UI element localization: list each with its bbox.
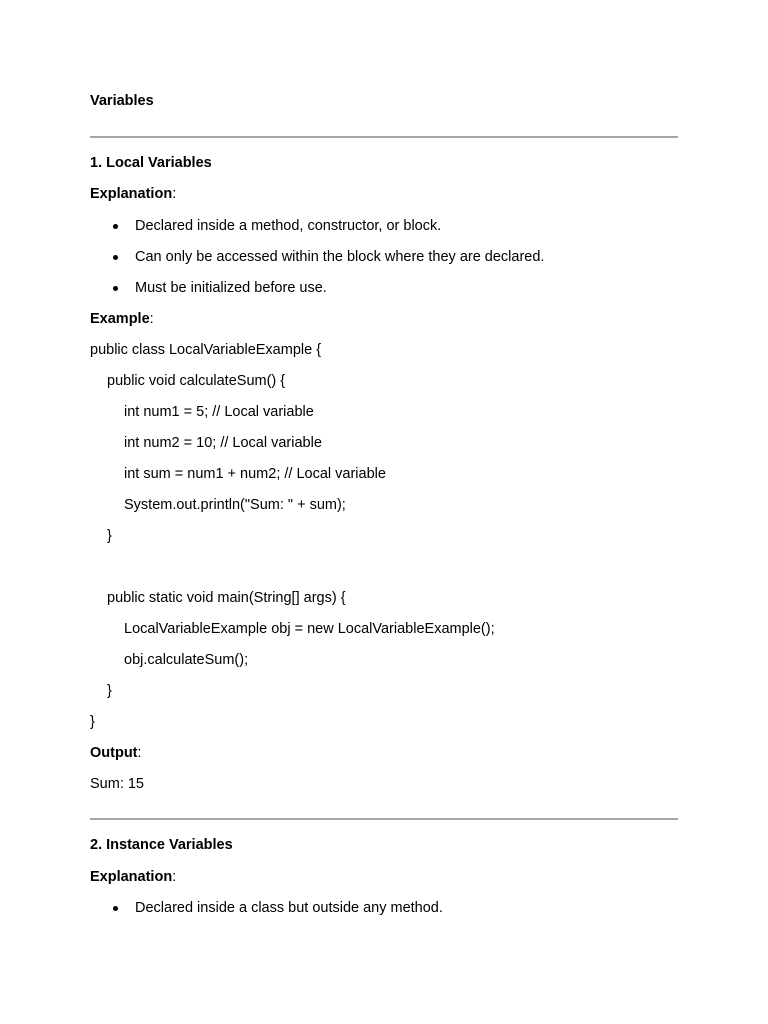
label-colon: : xyxy=(149,311,154,327)
explanation-label-text: Explanation xyxy=(90,869,173,885)
section-heading-local-variables: 1. Local Variables xyxy=(90,155,212,171)
section-heading-instance-variables: 2. Instance Variables xyxy=(90,837,233,853)
output-label-text: Output xyxy=(90,745,138,761)
horizontal-rule xyxy=(90,136,678,138)
list-item-text: Can only be accessed within the block where they are declared. xyxy=(135,249,545,265)
code-line: } xyxy=(90,714,95,730)
code-line: obj.calculateSum(); xyxy=(124,652,249,668)
code-line: } xyxy=(107,528,112,544)
code-line: int num1 = 5; // Local variable xyxy=(124,404,314,420)
bullet-icon xyxy=(113,255,118,260)
bullet-icon xyxy=(113,286,118,291)
example-label xyxy=(90,310,154,328)
code-line: System.out.println("Sum: " + sum); xyxy=(124,497,346,513)
explanation-label xyxy=(90,868,176,886)
list-item-text: Must be initialized before use. xyxy=(135,280,327,296)
list-item-text: Declared inside a class but outside any method. xyxy=(135,900,443,916)
label-colon: : xyxy=(172,869,177,885)
code-line: int sum = num1 + num2; // Local variable xyxy=(124,466,386,482)
bullet-icon xyxy=(113,224,118,229)
list-item-text: Declared inside a method, constructor, or block. xyxy=(135,218,442,234)
document-title: Variables xyxy=(90,93,154,109)
bullet-icon xyxy=(113,906,118,911)
horizontal-rule xyxy=(90,818,678,820)
code-line: public void calculateSum() { xyxy=(107,373,286,389)
explanation-label-text: Explanation xyxy=(90,186,173,202)
list-item xyxy=(90,899,443,971)
code-line: public class LocalVariableExample { xyxy=(90,342,322,358)
code-line: public static void main(String[] args) { xyxy=(107,590,346,606)
example-label-text: Example xyxy=(90,311,150,327)
label-colon: : xyxy=(137,745,142,761)
code-line: LocalVariableExample obj = new LocalVariableExample(); xyxy=(124,621,495,637)
explanation-label xyxy=(90,185,176,203)
label-colon: : xyxy=(172,186,177,202)
output-label xyxy=(90,744,142,762)
code-line: } xyxy=(107,683,112,699)
code-line: int num2 = 10; // Local variable xyxy=(124,435,322,451)
output-value: Sum: 15 xyxy=(90,776,144,792)
